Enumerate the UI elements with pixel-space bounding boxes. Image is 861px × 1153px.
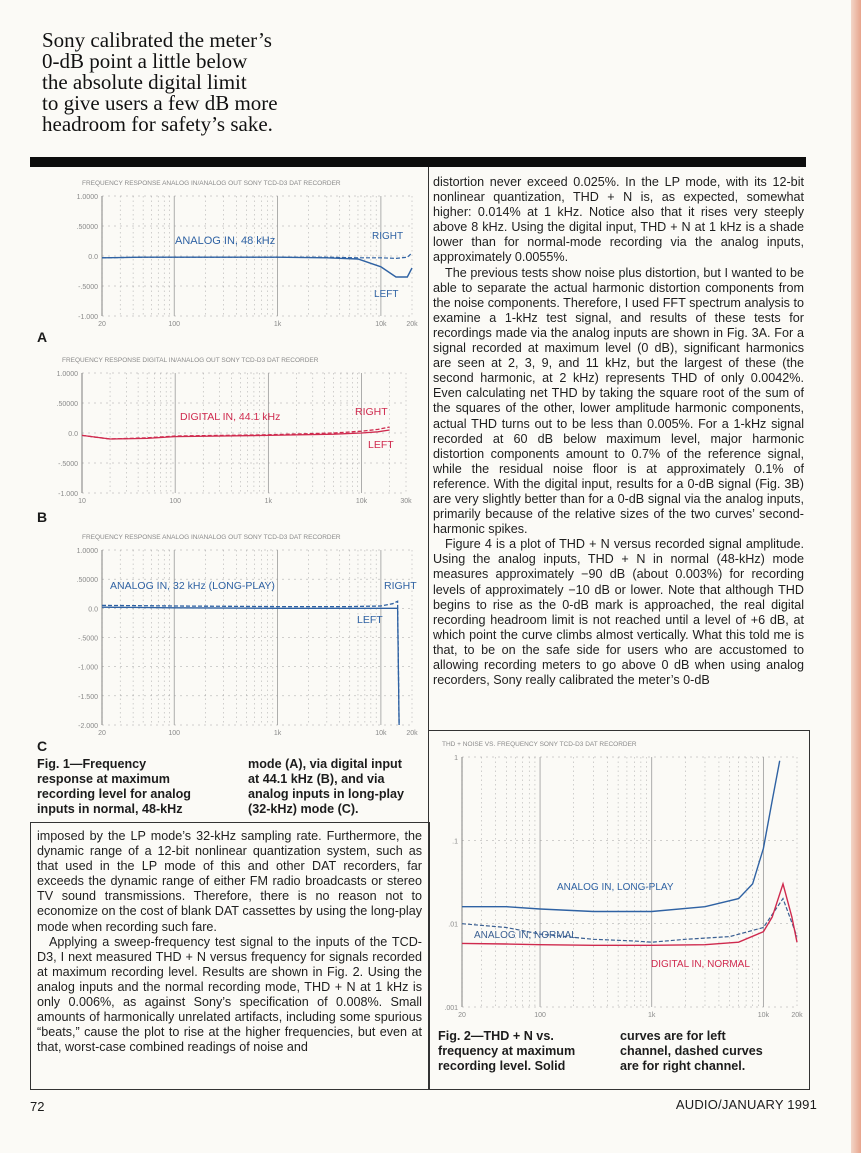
annotation-label: ANALOG IN, 32 kHz (LONG-PLAY) (110, 580, 275, 592)
y-tick-label: 1 (454, 755, 458, 762)
annotation-label: ANALOG IN, NORMAL (474, 930, 577, 941)
figure-1c-chart (34, 530, 429, 738)
caption-line: (32-kHz) mode (C). (248, 802, 359, 816)
y-tick-label: -.5000 (78, 635, 98, 643)
caption-line: response at maximum (37, 772, 170, 786)
y-tick-label: 1.0000 (76, 194, 98, 201)
x-tick-label: 1k (273, 730, 282, 737)
figure-1b-chart (34, 353, 429, 505)
caption-line: Fig. 2—THD + N vs. (438, 1029, 554, 1043)
series-line-0 (102, 601, 399, 725)
caption-line: mode (A), via digital input (248, 757, 402, 771)
y-tick-label: -.5000 (78, 284, 98, 291)
annotation-label: ANALOG IN, LONG-PLAY (557, 882, 674, 893)
y-tick-label: 1.0000 (76, 548, 98, 555)
caption-line: recording level. Solid (438, 1059, 566, 1073)
x-tick-label: 1k (273, 321, 282, 328)
x-tick-label: 100 (168, 321, 181, 328)
x-tick-label: 100 (169, 498, 182, 505)
x-tick-label: 20k (791, 1012, 803, 1019)
paragraph: The previous tests show noise plus distortion, but I wanted to be able to separate the actual harmonic distortion components from the noise components. Therefore, I used FFT spectrum analysis to examine a 1-kHz test signal, and results of these tests for recordings made via the analog inputs are shown in Fig. 3A. For a signal recorded at maximum level (0 dB), significant harmonics are seen at 2, 3, 9, and 11 kHz, but the largest of these (the second harmonic, at 2 kHz) represents THD of only 0.0042%. Even calculating net THD by taking the square root of the sum of the squares of the other, lower amplitude harmonic components, actual THD turns out to be less than 0.005%. For a 1-kHz signal recorded at 60 dB below maximum level, major harmonic distortion components amount to 0.7% of the reference signal, while the residual noise floor is at approximately 0.1% of reference. With the digital input, results for a 0-dB signal (Fig. 3B) are very slightly better than for a 0-dB signal via the analog inputs, primarily because of the relative sizes of the two curves’ second-harmonic spikes. (433, 265, 804, 537)
paragraph: imposed by the LP mode’s 32-kHz sampling rate. Furthermore, the dynamic range of a 12-bit nonlinear quantization system, such as that used in the LP mode of this and other DAT recorders, far exceeds the dynamic range of either FM radio broadcasts or stereo TV sound transmissions. Therefore, there is no reason not to economize on the cost of blank DAT cassettes by using the long-play mode when recording such fare. (37, 829, 422, 934)
pull-quote-line: Sony calibrated the meter’s (42, 28, 272, 52)
series-line-1 (102, 257, 412, 277)
annotation-label: LEFT (368, 439, 394, 451)
paragraph: distortion never exceed 0.025%. In the LP mode, with its 12-bit nonlinear quantization, THD + N is, as expected, somewhat higher: 0.014% at 1 kHz. Notice also that it rises very steeply above 8 kHz. Using the digital input, THD + N at 1 kHz is a shade lower than for normal-mode recording via the analog inputs, approximately 0.0055%. (433, 175, 804, 265)
left-column-text (37, 829, 422, 1055)
x-tick-label: 20 (458, 1012, 466, 1019)
pull-quote-line: to give users a few dB more (42, 91, 278, 115)
caption-line: recording level for analog (37, 787, 191, 801)
annotation-label: DIGITAL IN, 44.1 kHz (180, 411, 281, 423)
annotation-label: LEFT (357, 614, 383, 626)
annotation-label: ANALOG IN, 48 kHz (175, 235, 276, 247)
x-tick-label: 100 (534, 1012, 546, 1019)
y-tick-label: -2.000 (78, 723, 98, 730)
pull-quote (42, 30, 372, 135)
y-tick-label: .1 (452, 838, 458, 846)
annotation-label: DIGITAL IN, NORMAL (651, 959, 750, 970)
y-tick-label: .50000 (76, 577, 98, 585)
panel-letter-a: A (37, 329, 48, 345)
chart-title: FREQUENCY RESPONSE ANALOG IN/ANALOG OUT SONY TCD-D3 DAT RECORDER (82, 180, 341, 187)
y-tick-label: 0.0 (88, 254, 98, 261)
chart-title: THD + NOISE VS. FREQUENCY SONY TCD-D3 DAT RECORDER (442, 741, 637, 748)
chart-title: FREQUENCY RESPONSE ANALOG IN/ANALOG OUT SONY TCD-D3 DAT RECORDER (82, 534, 341, 541)
figure-2-caption-left (438, 1029, 575, 1074)
page-number: 72 (30, 1099, 45, 1114)
y-tick-label: .01 (448, 921, 458, 929)
chart-svg (34, 176, 429, 326)
y-tick-label: -.5000 (58, 461, 78, 468)
y-tick-label: -1.000 (78, 664, 98, 672)
figure-1-caption-left (37, 757, 191, 817)
y-tick-label: 0.0 (68, 431, 78, 438)
y-tick-label: .50000 (76, 224, 98, 231)
x-tick-label: 10k (355, 498, 368, 505)
chart-title: FREQUENCY RESPONSE DIGITAL IN/ANALOG OUT SONY TCD-D3 DAT RECORDER (62, 357, 319, 364)
x-tick-label: 1k (264, 498, 273, 505)
x-tick-label: 10k (757, 1012, 770, 1019)
panel-letter-b: B (37, 509, 48, 525)
page-edge (851, 0, 861, 1153)
x-tick-label: 1k (648, 1012, 656, 1019)
paragraph: Figure 4 is a plot of THD + N versus recorded signal amplitude. Using the analog inputs, THD + N in normal (48-kHz) mode measures approximately −90 dB (about 0.003%) for recording levels of approximately −10 dB or lower. Note that although THD begins to rise as the 0-dB mark is approached, the real digital recording headroom limit is not reached until a level of +6 dB, at which point the curve climbs almost vertically. What this told me is that, to be on the safe side for users who are accustomed to allowing recording meters to go above 0 dB when using analog recorders, Sony really calibrated the meter’s 0-dB (433, 537, 804, 688)
figure-1-caption-right (248, 757, 404, 817)
x-tick-label: 30k (400, 498, 412, 505)
figure-2-caption-right (620, 1029, 763, 1074)
caption-line: curves are for left (620, 1029, 726, 1043)
annotation-label: RIGHT (372, 231, 404, 242)
x-tick-label: 100 (168, 730, 181, 737)
caption-line: at 44.1 kHz (B), and via (248, 772, 385, 786)
annotation-label: RIGHT (384, 580, 417, 592)
chart-svg (432, 737, 804, 1022)
x-tick-label: 20k (406, 730, 418, 737)
x-tick-label: 10k (375, 321, 387, 328)
y-tick-label: -1.500 (78, 693, 98, 701)
caption-line: channel, dashed curves (620, 1044, 763, 1058)
panel-letter-c: C (37, 738, 48, 754)
y-tick-label: .001 (444, 1005, 458, 1012)
caption-line: frequency at maximum (438, 1044, 576, 1058)
caption-line: are for right channel. (620, 1059, 746, 1073)
caption-line: inputs in normal, 48-kHz (37, 802, 183, 816)
x-tick-label: 20k (406, 321, 418, 328)
chart-svg (34, 530, 429, 738)
y-tick-label: 0.0 (88, 606, 98, 614)
magazine-footer: AUDIO/JANUARY 1991 (675, 1097, 817, 1112)
y-tick-label: .50000 (56, 401, 78, 408)
pull-quote-line: 0-dB point a little below (42, 49, 248, 73)
figure-1a-chart (34, 176, 429, 326)
series-line-0 (82, 427, 390, 439)
caption-line: analog inputs in long-play (248, 787, 405, 801)
annotation-label: RIGHT (355, 406, 388, 418)
top-rule-bar (30, 157, 806, 167)
right-column-text (433, 175, 804, 688)
y-tick-label: -1.000 (58, 491, 78, 498)
series-line-1 (102, 607, 399, 725)
x-tick-label: 10 (78, 498, 86, 505)
paragraph: Applying a sweep-frequency test signal to the inputs of the TCD-D3, I next measured THD + N versus frequency for signals recorded at maximum recording level. Results are shown in Fig. 2. Using the analog inputs and the normal recording mode, THD + N at 1 kHz is only 0.006%, as against Sony’s specification of 0.008%. Small amounts of harmonically unrelated artifacts, including some spurious “beats,” cause the plot to rise at the higher frequencies, but even at that, worst-case combined readings of noise and (37, 934, 422, 1055)
annotation-label: LEFT (374, 289, 399, 300)
series-line-1 (82, 430, 390, 439)
caption-line: Fig. 1—Frequency (37, 757, 147, 771)
y-tick-label: -1.000 (78, 314, 98, 321)
pull-quote-line: the absolute digital limit (42, 70, 247, 94)
chart-svg (34, 353, 429, 505)
x-tick-label: 20 (98, 321, 106, 328)
x-tick-label: 10k (375, 730, 387, 737)
pull-quote-line: headroom for safety’s sake. (42, 112, 273, 136)
y-tick-label: 1.0000 (56, 371, 78, 378)
figure-2-chart (432, 737, 804, 1022)
x-tick-label: 20 (98, 730, 106, 737)
